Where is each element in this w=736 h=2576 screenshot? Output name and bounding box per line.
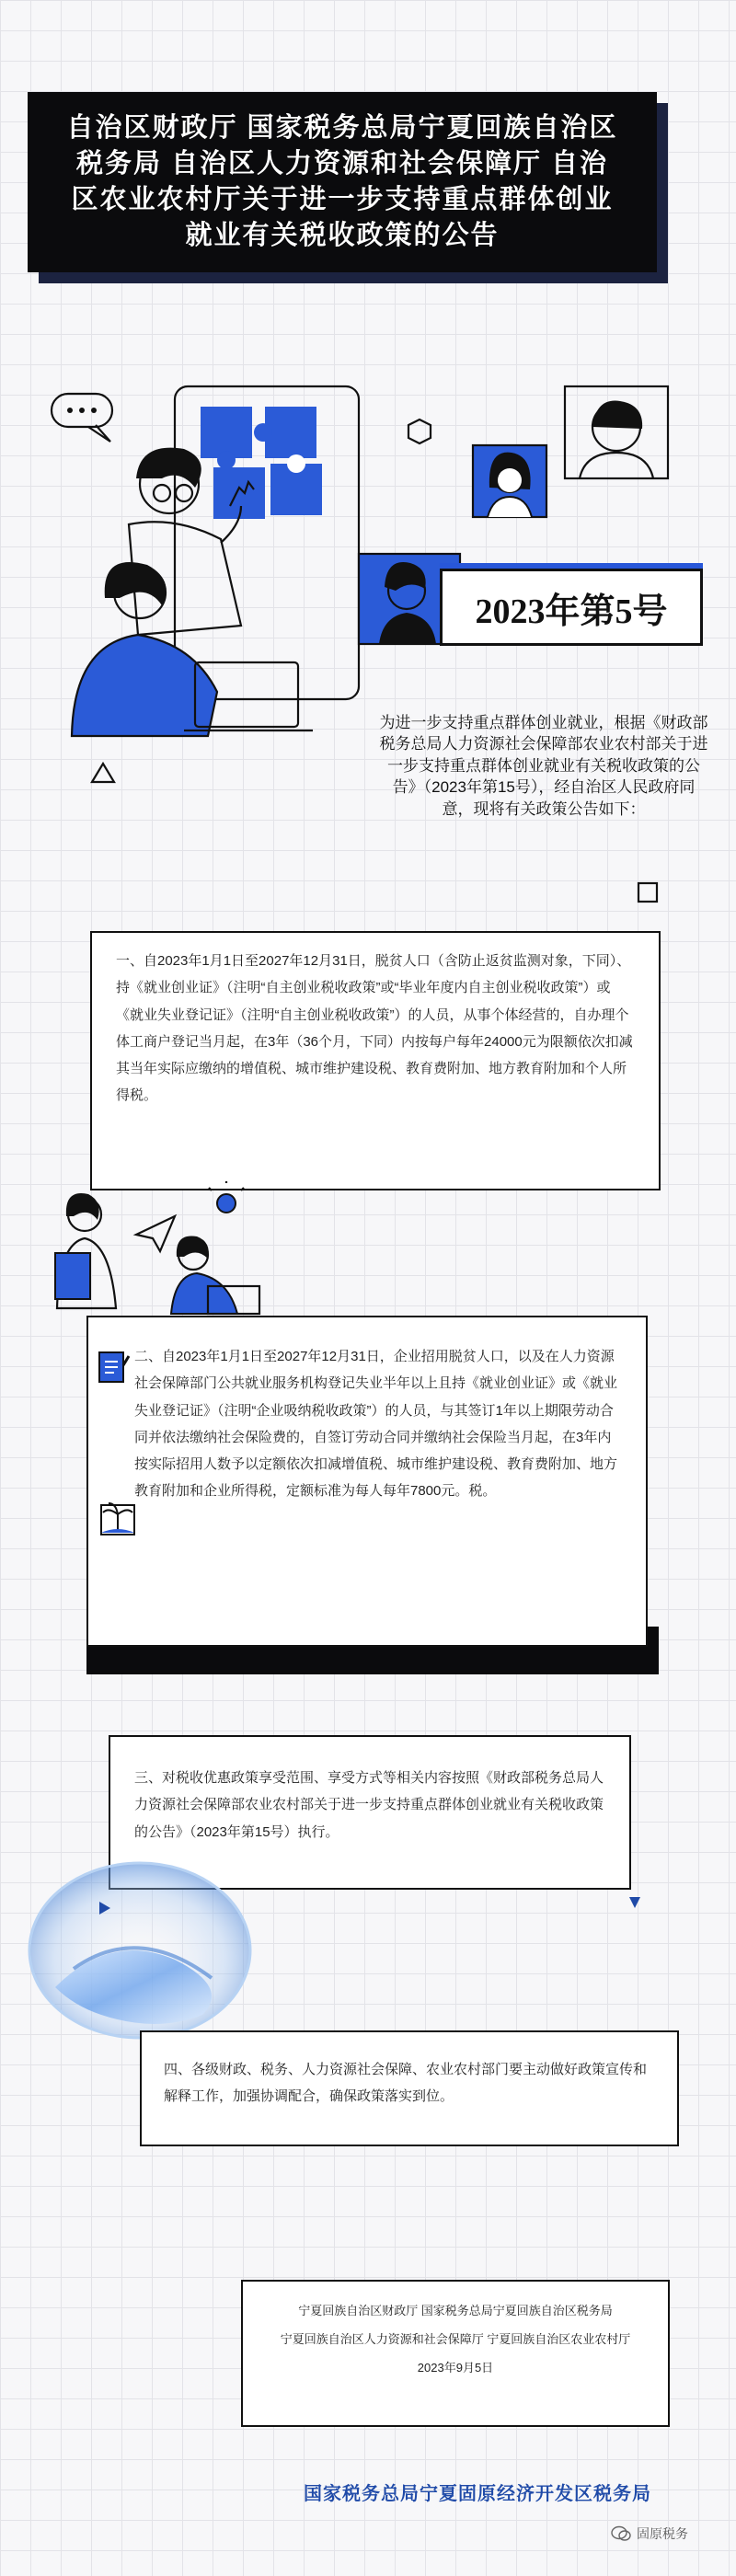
speech-bubble-icon	[52, 394, 112, 442]
triangle-shape	[92, 764, 114, 782]
small-triangle-icon	[96, 1899, 114, 1917]
man-laptop-figure	[171, 1236, 259, 1314]
square-shape	[637, 881, 661, 905]
section-4-panel	[140, 2030, 679, 2146]
man-headset-avatar	[565, 386, 668, 478]
lightbulb-icon	[209, 1181, 244, 1213]
wechat-icon	[611, 2525, 631, 2542]
document-pen-icon	[96, 1347, 132, 1387]
small-triangle-icon-right	[626, 1893, 644, 1912]
section-2-text: 二、自2023年1月1日至2027年12月31日，企业招用脱贫人口，以及在人力资源社会保障部门公共就业服务机构登记失业半年以上且持《就业创业证》或《就业失业登记证》（注明“企业吸纳税收政策”）的人员，与其签订1年以上期限劳动合同并依法缴纳社会保险费的，自签订劳动合同并缴纳社会保险当月起，在3年内按实际招用人数予以定额依次扣减增值税、城市维护建设税、教育费附加、地方教育附加和企业所得税，定额标准为每人每年7800元。税。	[134, 1349, 618, 1500]
wechat-watermark	[611, 2524, 688, 2543]
glass-ring-decoration	[18, 1840, 267, 2052]
signature-line-2: 宁夏回族自治区人力资源和社会保障厅 宁夏回族自治区农业农村厅	[280, 2332, 631, 2347]
section-1-text: 一、自2023年1月1日至2027年12月31日，脱贫人口（含防止返贫监测对象，下同）、持《就业创业证》（注明“自主创业税收政策”或“毕业年度内自主创业税收政策”）或《就业失业登记证》（注明“自主创业税收政策”）的人员，从事个体经营的，自办理个体工商户登记当月起，在3年（36个月，下同）内按每户每年24000元为限额依次扣减其当年实际应缴纳的增值税、城市维护建设税、教育费附加、地方教育附加和个人所得税。	[116, 953, 633, 1104]
section-1-panel	[90, 931, 661, 1190]
announcement-number: 2023年第5号	[440, 569, 703, 646]
woman-avatar	[473, 445, 546, 517]
page-title: 自治区财政厅 国家税务总局宁夏回族自治区税务局 自治区人力资源和社会保障厅 自治区农业农村厅关于进一步支持重点群体创业就业有关税收政策的公告	[66, 113, 618, 250]
footer-organization: 国家税务总局宁夏固原经济开发区税务局	[304, 2484, 651, 2504]
puzzle-pieces-icon	[201, 407, 322, 519]
woman-laptop-figure	[72, 562, 313, 736]
palm-island-icon	[96, 1496, 140, 1540]
watermark-text: 固原税务	[637, 2526, 688, 2541]
paper-plane-icon	[136, 1216, 175, 1251]
section-2-panel	[86, 1316, 648, 1647]
woman-tablet-figure	[55, 1193, 116, 1308]
signature-date: 2023年9月5日	[417, 2361, 494, 2375]
signature-panel	[241, 2280, 670, 2427]
title-box	[28, 92, 657, 272]
section-3-text: 三、对税收优惠政策享受范围、享受方式等相关内容按照《财政部税务总局人力资源社会保障部农业农村部关于进一步支持重点群体创业就业有关税收政策的公告》（2023年第15号）执行。	[134, 1770, 604, 1840]
signature-line-1: 宁夏回族自治区财政厅 国家税务总局宁夏回族自治区税务局	[298, 2304, 613, 2317]
hexagon-shape	[408, 420, 431, 443]
figures-illustration	[46, 1179, 276, 1317]
section-4-text: 四、各级财政、税务、人力资源社会保障、农业农村部门要主动做好政策宣传和解释工作，加强协调配合，确保政策落实到位。	[164, 2062, 648, 2105]
intro-paragraph: 为进一步支持重点群体创业就业，根据《财政部税务总局人力资源社会保障部农业农村部关于进一步支持重点群体创业就业有关税收政策的公告》（2023年第15号），经自治区人民政府同意，现将有关政策公告如下：	[379, 714, 708, 818]
